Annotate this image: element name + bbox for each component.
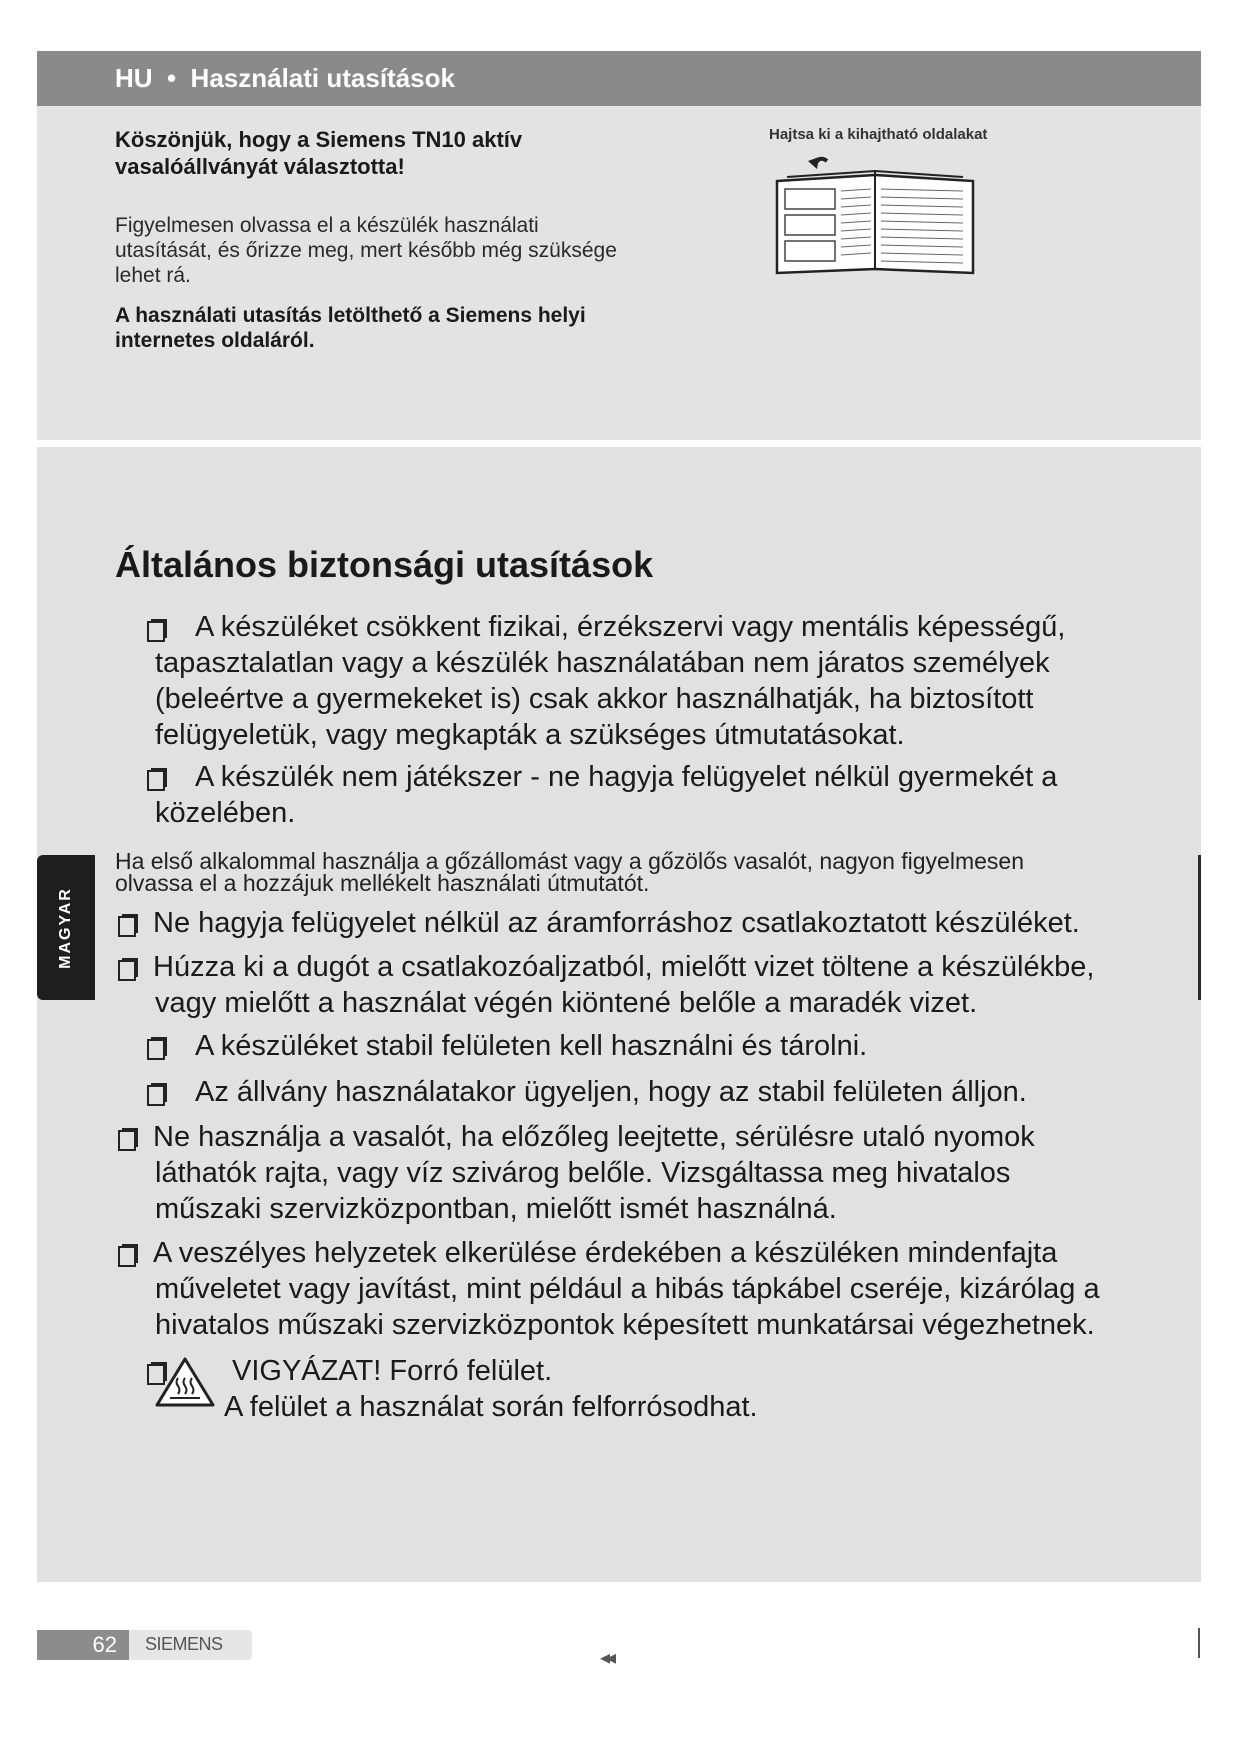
bullet-7-line-2: láthatók rajta, vagy víz szivárog belőle. Vizsgáltassa meg hivatalos bbox=[155, 1157, 1011, 1189]
bullet-6: Az állvány használatakor ügyeljen, hogy az stabil felületen álljon. bbox=[195, 1076, 1027, 1108]
bullet-1-line-4: felügyeletük, vagy megkapták a szükséges útmutatásokat. bbox=[155, 719, 905, 751]
thanks-text: Köszönjük, hogy a Siemens TN10 aktív vasalóállványát választotta! bbox=[115, 127, 523, 179]
section-title: Általános biztonsági utasítások bbox=[115, 544, 654, 585]
bullet-box-icon bbox=[118, 960, 136, 981]
bullet-box-icon bbox=[147, 621, 165, 642]
bullet-8-line-1: A veszélyes helyzetek elkerülése érdekében a készüléken mindenfajta bbox=[153, 1237, 1058, 1269]
bullet-5: A készüléket stabil felületen kell használni és tárolni. bbox=[195, 1030, 868, 1062]
fold-out-label: Hajtsa ki a kihajtható oldalakat bbox=[769, 126, 988, 143]
bullet-2-line-1: A készülék nem játékszer - ne hagyja felügyelet nélkül gyermekét a bbox=[195, 761, 1058, 793]
read-carefully-text: Figyelmesen olvassa el a készülék használati utasítását, és őrizze meg, mert később még szüksége lehet rá. bbox=[115, 214, 617, 287]
bullet-box-icon bbox=[147, 1039, 165, 1060]
warning-title: VIGYÁZAT! Forró felület. bbox=[232, 1355, 553, 1387]
bullet-4-line-2: vagy mielőtt a használat végén kiöntené belőle a maradék vizet. bbox=[155, 987, 978, 1019]
download-text: A használati utasítás letölthető a Siemens helyi internetes oldaláról. bbox=[115, 304, 586, 352]
page-number: 62 bbox=[37, 1630, 129, 1660]
first-use-note bbox=[115, 850, 1115, 894]
bullet-4-line-1: Húzza ki a dugót a csatlakozóaljzatból, mielőtt vizet töltene a készülékbe, bbox=[153, 951, 1095, 983]
right-edge-marker bbox=[1198, 855, 1201, 1000]
bullet-1-line-2: tapasztalatlan vagy a készülék használatában nem járatos személyek bbox=[155, 647, 1050, 679]
warning-text: A felület a használat során felforrósodhat. bbox=[224, 1391, 758, 1423]
bullet-box-icon bbox=[118, 1246, 136, 1267]
note-line-2: olvassa el a hozzájuk mellékelt használati útmutatót. bbox=[115, 870, 650, 896]
fold-out-book-icon bbox=[775, 153, 975, 278]
bullet-8-line-3: hivatalos műszaki szervizközpontok képesített munkatársai végezhetnek. bbox=[155, 1309, 1095, 1341]
previous-page-icon[interactable]: ◂◂ bbox=[600, 1647, 613, 1669]
right-edge-marker-footer bbox=[1198, 1628, 1200, 1658]
bullet-1-line-1: A készüléket csökkent fizikai, érzékszervi vagy mentális képességű, bbox=[195, 611, 1066, 643]
bullet-box-icon bbox=[147, 1085, 165, 1106]
bullet-3: Ne hagyja felügyelet nélkül az áramforráshoz csatlakoztatott készüléket. bbox=[153, 907, 1080, 939]
side-tab-label: MAGYAR bbox=[57, 886, 74, 969]
bullet-2-line-2: közelében. bbox=[155, 797, 296, 829]
hot-surface-warning-icon bbox=[154, 1356, 216, 1408]
bullet-7-line-3: műszaki szervizközpontban, mielőtt ismét használná. bbox=[155, 1193, 837, 1225]
bullet-7-line-1: Ne használja a vasalót, ha előzőleg leejtette, sérülésre utaló nyomok bbox=[153, 1121, 1035, 1153]
bullet-box-icon bbox=[118, 1130, 136, 1151]
bullet-1-line-3: (beleértve a gyermekeket is) csak akkor használhatják, ha biztosított bbox=[155, 683, 1034, 715]
language-side-tab bbox=[37, 855, 95, 1000]
brand-label: SIEMENS bbox=[145, 1634, 223, 1654]
bullet-box-icon bbox=[118, 916, 136, 937]
page-header-title: HU • Használati utasítások bbox=[115, 63, 455, 93]
note-line-1: Ha első alkalommal használja a gőzállomást vagy a gőzölős vasalót, nagyon figyelmesen bbox=[115, 848, 1024, 874]
bullet-8-line-2: műveletet vagy javítást, mint például a hibás tápkábel cseréje, kizárólag a bbox=[155, 1273, 1100, 1305]
bullet-box-icon bbox=[147, 770, 165, 791]
